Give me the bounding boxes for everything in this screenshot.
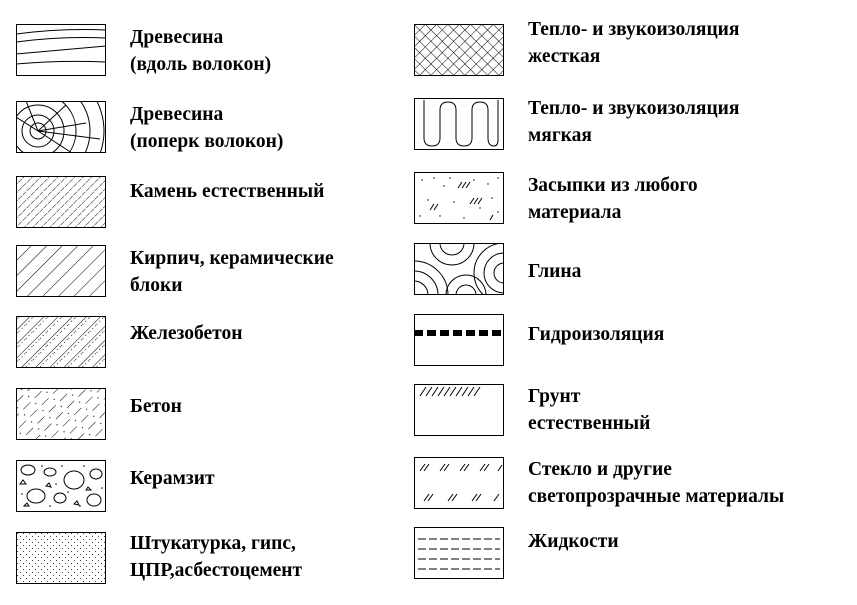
plaster-hatch <box>16 532 106 582</box>
brick-ceramic-hatch <box>16 245 106 295</box>
soft-insulation-hatch <box>414 98 504 148</box>
glass-label: Стекло и другие светопрозрачные материалы <box>528 459 785 507</box>
reinforced-concrete-label: Железобетон <box>130 323 243 344</box>
waterproofing-label: Гидроизоляция <box>528 324 665 345</box>
liquids-label: Жидкости <box>528 531 619 552</box>
soft-insulation-label: Тепло- и звукоизоляция мягкая <box>528 98 740 146</box>
backfill-hatch <box>414 172 504 222</box>
backfill-label: Засыпки из любого материала <box>528 175 698 223</box>
clay-hatch <box>414 243 504 293</box>
concrete-label: Бетон <box>130 396 182 417</box>
rigid-insulation-label: Тепло- и звукоизоляция жесткая <box>528 19 740 67</box>
natural-soil-label: Грунт естественный <box>528 386 651 434</box>
liquids-hatch <box>414 527 504 577</box>
waterproofing-hatch <box>414 314 504 364</box>
reinforced-concrete-hatch <box>16 316 106 366</box>
clay-label: Глина <box>528 261 582 282</box>
wood-along-grain-hatch <box>16 24 106 74</box>
rigid-insulation-hatch <box>414 24 504 74</box>
brick-ceramic-label: Кирпич, керамические блоки <box>130 248 334 296</box>
expanded-clay-label: Керамзит <box>130 468 215 489</box>
natural-soil-hatch <box>414 384 504 434</box>
natural-stone-label: Камень естественный <box>130 181 325 202</box>
concrete-hatch <box>16 388 106 438</box>
glass-hatch <box>414 457 504 507</box>
wood-cross-grain-hatch <box>16 101 106 151</box>
wood-cross-grain-label: Древесина (поперк волокон) <box>130 104 284 152</box>
plaster-label: Штукатурка, гипс, ЦПР,асбестоцемент <box>130 533 303 581</box>
natural-stone-hatch <box>16 176 106 226</box>
wood-along-grain-label: Древесина (вдоль волокон) <box>130 27 272 75</box>
expanded-clay-hatch <box>16 460 106 510</box>
